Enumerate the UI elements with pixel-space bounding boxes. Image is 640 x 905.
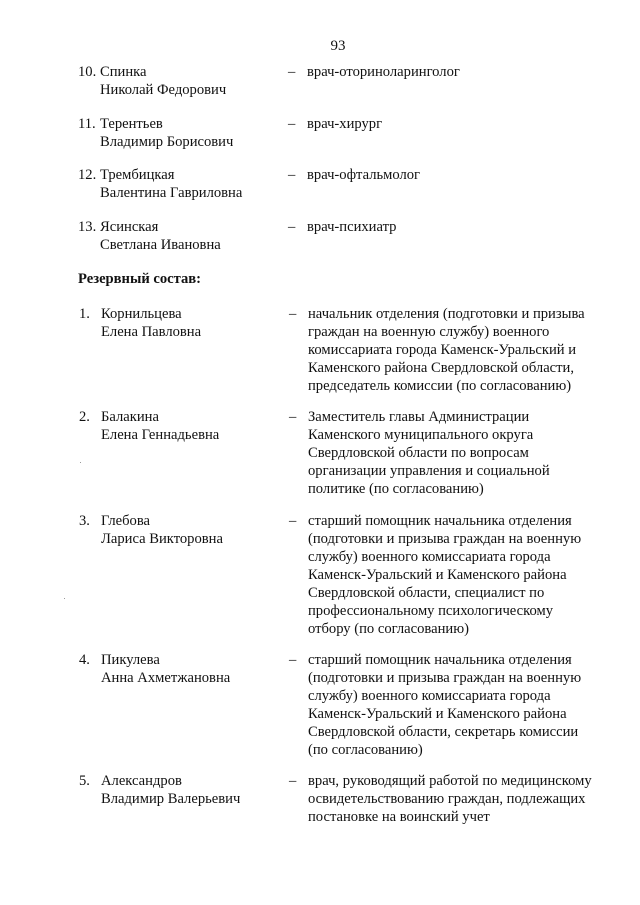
member-surname: Спинка	[100, 64, 147, 80]
member-role	[308, 651, 608, 759]
dash-separator: –	[289, 652, 297, 668]
page-number: 93	[330, 38, 346, 54]
member-name	[101, 408, 219, 444]
member-surname: Ясинская	[100, 219, 159, 235]
dash-separator: –	[288, 116, 296, 132]
member-name	[100, 166, 242, 202]
member-given-names: Елена Геннадьевна	[101, 427, 220, 443]
member-number: 2.	[79, 409, 90, 425]
member-role-line: службу) военного комиссариата города	[308, 549, 551, 565]
member-role-line: отбору (по согласованию)	[308, 621, 469, 637]
member-number: 5.	[79, 773, 90, 789]
member-given-names: Елена Павловна	[101, 324, 202, 340]
member-role-line: постановке на воинский учет	[308, 809, 490, 825]
member-number: 13.	[78, 219, 97, 235]
member-surname: Балакина	[101, 409, 159, 425]
member-role-line: старший помощник начальника отделения	[308, 513, 572, 529]
member-role-line: врач-оториноларинголог	[307, 64, 460, 80]
member-surname: Александров	[101, 773, 182, 789]
dash-separator: –	[289, 409, 297, 425]
dash-separator: –	[288, 64, 296, 80]
member-role-line: службу) военного комиссариата города	[308, 688, 551, 704]
member-role-line: Каменского муниципального округа	[308, 427, 534, 443]
member-role	[307, 63, 607, 81]
member-role-line: граждан на военную службу) военного	[308, 324, 550, 340]
scan-speck	[64, 598, 65, 599]
member-role	[307, 166, 607, 184]
member-role-line: (подготовки и призыва граждан на военную	[308, 531, 582, 547]
member-role-line: врач-офтальмолог	[307, 167, 421, 183]
member-role	[307, 218, 607, 236]
member-given-names: Анна Ахметжановна	[101, 670, 231, 686]
member-number: 3.	[79, 513, 90, 529]
member-role	[308, 408, 608, 498]
member-role	[308, 305, 608, 395]
member-name	[101, 512, 223, 548]
member-number: 12.	[78, 167, 97, 183]
member-role-line: врач, руководящий работой по медицинскому	[308, 773, 592, 789]
member-name	[101, 772, 240, 808]
member-role-line: освидетельствованию граждан, подлежащих	[308, 791, 586, 807]
dash-separator: –	[288, 167, 296, 183]
member-role-line: председатель комиссии (по согласованию)	[308, 378, 572, 394]
member-surname: Пикулева	[101, 652, 160, 668]
member-role-line: профессиональному психологическому	[308, 603, 554, 619]
member-surname: Глебова	[101, 513, 150, 529]
member-name	[100, 115, 233, 151]
member-given-names: Валентина Гавриловна	[100, 185, 243, 201]
member-name	[100, 218, 221, 254]
member-role-line: Каменск-Уральский и Каменского района	[308, 567, 567, 583]
member-name	[101, 305, 201, 341]
member-role-line: врач-психиатр	[307, 219, 397, 235]
member-role-line: комиссариата города Каменск-Уральский и	[308, 342, 577, 358]
member-surname: Трембицкая	[100, 167, 175, 183]
scan-speck	[80, 462, 81, 463]
member-role-line: Каменск-Уральский и Каменского района	[308, 706, 567, 722]
member-given-names: Владимир Валерьевич	[101, 791, 241, 807]
member-role-line: начальник отделения (подготовки и призыва	[308, 306, 585, 322]
member-number: 1.	[79, 306, 90, 322]
member-role	[307, 115, 607, 133]
member-number: 10.	[78, 64, 97, 80]
member-number: 11.	[78, 116, 96, 132]
dash-separator: –	[288, 219, 296, 235]
member-role-line: (по согласованию)	[308, 742, 423, 758]
member-role	[308, 772, 608, 826]
member-role-line: организации управления и социальной	[308, 463, 550, 479]
member-role-line: Свердловской области по вопросам	[308, 445, 529, 461]
member-surname: Терентьев	[100, 116, 163, 132]
member-name	[100, 63, 226, 99]
member-given-names: Николай Федорович	[100, 82, 227, 98]
reserve-section-heading: Резервный состав:	[78, 271, 202, 287]
member-given-names: Светлана Ивановна	[100, 237, 221, 253]
member-role	[308, 512, 608, 638]
member-given-names: Лариса Викторовна	[101, 531, 223, 547]
member-role-line: Заместитель главы Администрации	[308, 409, 530, 425]
member-role-line: политике (по согласованию)	[308, 481, 484, 497]
dash-separator: –	[289, 306, 297, 322]
member-role-line: Свердловской области, секретарь комиссии	[308, 724, 579, 740]
member-surname: Корнильцева	[101, 306, 182, 322]
member-role-line: врач-хирург	[307, 116, 383, 132]
member-number: 4.	[79, 652, 90, 668]
dash-separator: –	[289, 773, 297, 789]
member-role-line: Каменского района Свердловской области,	[308, 360, 574, 376]
dash-separator: –	[289, 513, 297, 529]
member-name	[101, 651, 230, 687]
member-given-names: Владимир Борисович	[100, 134, 234, 150]
member-role-line: старший помощник начальника отделения	[308, 652, 572, 668]
member-role-line: Свердловской области, специалист по	[308, 585, 545, 601]
member-role-line: (подготовки и призыва граждан на военную	[308, 670, 582, 686]
